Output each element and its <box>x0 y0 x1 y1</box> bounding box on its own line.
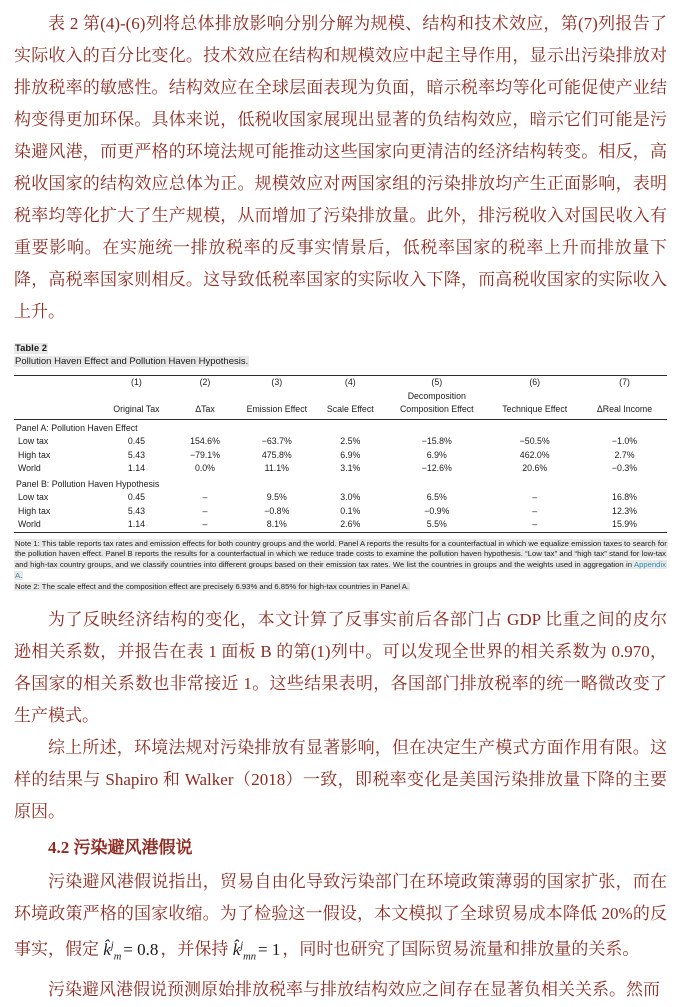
row-label: Low tax <box>18 492 49 502</box>
cell: 462.0% <box>519 449 550 460</box>
cell: 0.0% <box>194 463 216 473</box>
cell: 2.6% <box>340 519 361 529</box>
col-number: (4) <box>344 377 356 387</box>
cell: 2.5% <box>340 436 361 446</box>
cell: 2.7% <box>614 449 635 460</box>
cell: −0.3% <box>611 463 638 473</box>
cell: 475.8% <box>261 449 292 460</box>
table-label: Table 2 <box>15 343 48 354</box>
col-number: (3) <box>271 377 283 387</box>
table-notes <box>14 539 667 593</box>
table-row <box>14 462 667 476</box>
cell: 1.14 <box>127 463 145 473</box>
cell: 5.5% <box>426 519 447 529</box>
cell: −1.0% <box>611 436 638 446</box>
col-number: (6) <box>529 377 541 387</box>
group-header: Decomposition <box>407 390 466 401</box>
table-row <box>14 449 667 463</box>
cell <box>314 390 386 404</box>
cell: – <box>202 519 208 529</box>
column-header: Composition Effect <box>386 403 487 419</box>
cell: 15.9% <box>612 519 637 529</box>
col-number: (1) <box>131 377 142 387</box>
cell: 16.8% <box>612 492 637 502</box>
header-row <box>14 403 667 419</box>
cell: – <box>532 519 538 529</box>
table-caption-block <box>14 342 667 368</box>
column-header: Scale Effect <box>314 403 386 419</box>
paragraph-hypothesis-prediction: 污染避风港假说预测原始排放税率与排放结构效应之间存在显著负相关关系。然而 <box>48 979 660 999</box>
cell <box>14 403 102 419</box>
table-2-figure <box>14 342 667 592</box>
cell: 5.43 <box>127 505 145 516</box>
column-number-row <box>14 376 667 390</box>
group-header-row <box>14 390 667 404</box>
cell: 6.9% <box>426 449 447 460</box>
table-caption: Pollution Haven Effect and Pollution Haven Hypothesis. <box>15 356 249 367</box>
row-label: High tax <box>18 449 51 460</box>
row-label-header <box>14 376 102 390</box>
cell: 12.3% <box>612 505 637 516</box>
cell: 5.43 <box>127 449 145 460</box>
results-table <box>14 375 667 533</box>
cell: 154.6% <box>190 436 220 446</box>
cell <box>14 390 102 404</box>
math-kappa-m: k̂$^j_m$ = 0.8 <box>103 940 159 963</box>
cell: 3.0% <box>340 492 361 502</box>
column-header: ΔTax <box>171 403 240 419</box>
column-header: Emission Effect <box>239 403 314 419</box>
cell: 1.14 <box>127 519 145 529</box>
paragraph-summary: 综上所述，环境法规对污染排放有显著影响，但在决定生产模式方面作用有限。这样的结果与 Shapiro 和 Walker（2018）一致，即税率变化是美国污染排放量下降的主要原因。 <box>14 738 667 822</box>
paragraph-decomposition: 表 2 第(4)-(6)列将总体排放影响分别分解为规模、结构和技术效应，第(7)列报告了实际收入的百分比变化。技术效应在结构和规模效应中起主导作用，显示出污染排放对排放税率的敏感性。结构效应在全球层面表现为负面，暗示税率均等化可能促使产业结构变得更加环保。具体来说，低税收国家展现出显著的负结构效应，暗示它们可能是污染避风港，而更严格的环境法规可能推动这些国家向更清洁的经济结构转变。相反，高税收国家的结构效应总体为正。规模效应对两国家组的污染排放均产生正面影响，表明税率均等化扩大了生产规模，从而增加了污染排放量。此外，排污税收入对国民收入有重要影响。在实施统一排放税率的反事实情景后，低税率国家的税率上升而排放量下降，高税率国家则相反。这导致低税率国家的实际收入下降，而高税收国家的实际收入上升。 <box>14 14 667 321</box>
column-header: ΔReal Income <box>582 403 667 419</box>
panel-a-title: Panel A: Pollution Haven Effect <box>16 422 138 433</box>
cell: 6.9% <box>340 449 361 460</box>
cell: 9.5% <box>266 492 287 502</box>
cell: – <box>202 505 208 516</box>
panel-a-title-row <box>14 419 667 435</box>
column-header: Original Tax <box>102 403 171 419</box>
cell: 3.1% <box>340 463 361 473</box>
cell: −0.8% <box>264 505 290 516</box>
column-header: Technique Effect <box>487 403 582 419</box>
text-segment: 污染避风港假说指出，贸易自由化导致污染部门在环境政策薄弱的国家扩张，而在环境政策严格的国家收缩。为了检验这一假设，本文模拟了全球贸易成本降低 20%的反事实，假定 <box>14 872 667 960</box>
cell: 20.6% <box>522 463 548 473</box>
cell: −50.5% <box>519 436 550 446</box>
row-label: High tax <box>18 505 51 516</box>
text-segment: ，并保持 <box>160 940 233 960</box>
note-2-text: Note 2: The scale effect and the composition effect are precisely 6.93% and 6.85% for high-tax countries in Panel A. <box>15 581 410 591</box>
cell <box>582 390 667 404</box>
table-row <box>14 435 667 449</box>
note-2 <box>14 582 667 593</box>
cell: 0.1% <box>340 505 361 516</box>
cell: – <box>532 505 538 516</box>
cell <box>102 390 171 404</box>
cell: −63.7% <box>261 436 292 446</box>
cell: 0.45 <box>127 492 145 502</box>
cell <box>239 390 314 404</box>
table-row <box>14 491 667 505</box>
cell: 0.45 <box>127 436 145 446</box>
section-heading-4-2: 4.2 污染避风港假说 <box>48 838 193 858</box>
note-1-period: . <box>20 570 23 580</box>
note-1 <box>14 539 667 582</box>
col-number: (7) <box>619 377 630 387</box>
cell: 11.1% <box>264 463 289 473</box>
cell: – <box>202 492 208 502</box>
row-label: World <box>18 463 41 473</box>
table-row <box>14 518 667 532</box>
cell <box>487 390 582 404</box>
panel-b-title: Panel B: Pollution Haven Hypothesis <box>16 478 160 489</box>
cell: −79.1% <box>189 449 221 460</box>
row-label: Low tax <box>18 436 49 446</box>
cell: −12.6% <box>421 463 452 473</box>
table-row <box>14 505 667 519</box>
row-label: World <box>18 519 41 529</box>
cell: 6.5% <box>426 492 447 502</box>
cell: 8.1% <box>266 519 287 529</box>
cell: – <box>532 492 538 502</box>
text-segment: ，同时也研究了国际贸易流量和排放量的关系。 <box>282 940 640 960</box>
math-kappa-mn: k̂$^j_{mn}$ = 1 <box>232 940 281 963</box>
note-1-text: Note 1: This table reports tax rates and emission effects for both country groups and the world. Panel A reports the results for a counterfactual in which we equalize emission taxes to search for the pollution haven effect. Panel B reports the results for a counterfactual in which we reduce trade costs to examine the pollution haven hypothesis. “Low tax” and “high tax” stand for low-tax and high-tax country groups, and we classify countries into different groups based on their emission tax rates. We list the countries in groups and the weights used in aggregation in <box>15 538 667 570</box>
col-number: (5) <box>431 377 443 387</box>
cell <box>171 390 240 404</box>
panel-b-title-row <box>14 476 667 492</box>
cell: −15.8% <box>421 436 452 446</box>
appendix-a-link[interactable]: Appendix A <box>15 560 666 580</box>
cell: −0.9% <box>424 505 450 516</box>
paragraph-hypothesis-setup <box>14 866 667 973</box>
col-number: (2) <box>199 377 211 387</box>
paragraph-correlation: 为了反映经济结构的变化，本文计算了反事实前后各部门占 GDP 比重之间的皮尔逊相关系数，并报告在表 1 面板 B 的第(1)列中。可以发现全世界的相关系数为 0.970，各国家的相关系数也非常接近 1。这些结果表明，各国部门排放税率的统一略微改变了生产模式。 <box>14 610 667 726</box>
